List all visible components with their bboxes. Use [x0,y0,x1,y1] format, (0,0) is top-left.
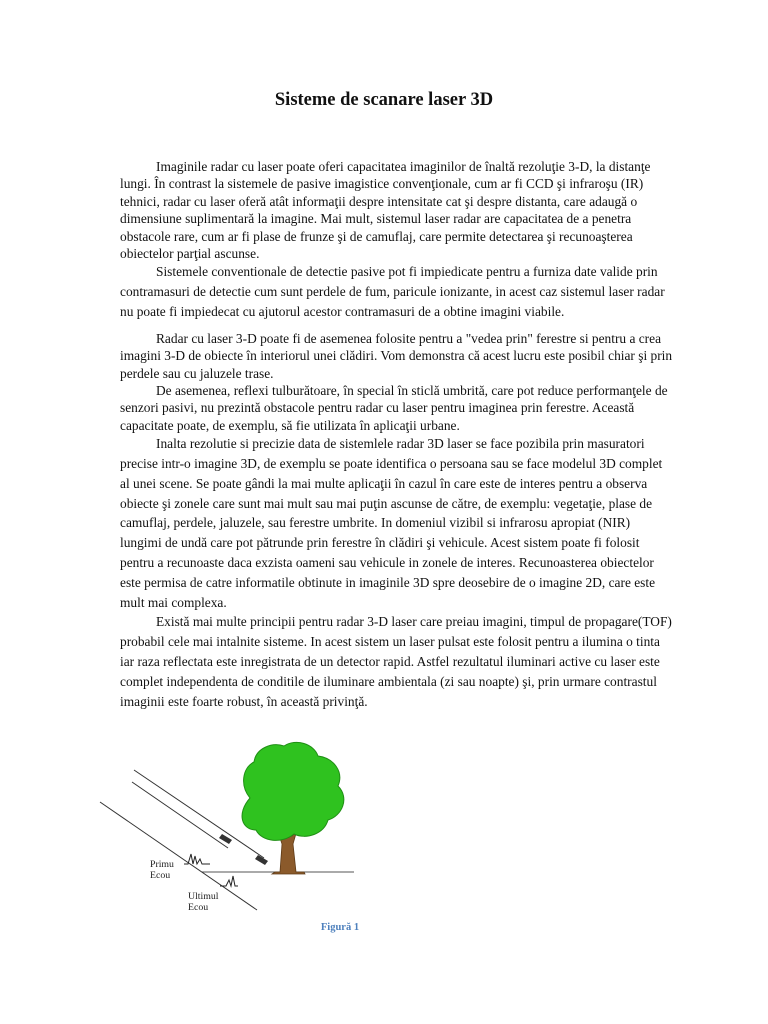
paragraph-4: De asemenea, reflexi tulburătoare, în special în sticlă umbrită, care pot reduce performanţele de senzori pasivi, nu prezintă obstacole pentru radar cu laser pentru imaginea prin ferestre. Această capacitate poate, de exemplu, să fie utilizata în aplicaţii urbane. [120,383,668,433]
paragraph-6: Există mai multe principii pentru radar 3-D laser care preiau imagini, timpul de propagare(TOF) probabil cele mai intalnite sisteme. In acest sistem un laser pulsat este folosit pentru a ilumina o tinta iar raza reflectata este inregistrata de un detector rapid. Astfel rezultatul iluminari active cu laser este complet independenta de conditile de iluminare ambientala (zi sau noapte) şi, prin urmare contrastul imaginii este foarte robust, în această privinţă. [120,614,672,709]
first-echo-label: Primu Ecou [150,859,174,881]
last-echo-label: Ultimul Ecou [188,891,219,913]
laser-beam-line [132,782,228,848]
paragraph-1: Imaginile radar cu laser poate oferi capacitatea imaginilor de înaltă rezoluţie 3-D, la distanţe lungi. În contrast la sistemele de pasive imagistice convenţionale, cum ar fi CCD şi infraroşu (IR) tehnici, radar cu laser oferă atât informaţii despre intensitate cat şi despre distanta, care adaugă o dimensiune suplimentară la imagine. Mai mult, sistemul laser radar are capacitatea de a penetra obstacole rare, cum ar fi plase de frunze şi de camuflaj, care permite detectarea şi recunoaşterea obiectelor parţial ascunse. [120,159,651,262]
tree-foliage [242,742,344,840]
paragraph-3: Radar cu laser 3-D poate fi de asemenea folosite pentru a "vedea prin" ferestre si pentru a crea imagini 3-D de obiecte în interiorul unei clădiri. Vom demonstra că acest lucru este posibil chiar şi prin perdele sau cu jaluzele trase. [120,330,673,381]
paragraph-2: Sistemele conventionale de detectie pasive pot fi impiedicate pentru a furniza date valide prin contramasuri de detectie cum sunt perdele de fum, paricule ionizante, in acest caz sistemul laser radar nu poate fi impiedecat cu ajutorul acestor contramasuri de a obtine imagini viabile. [120,264,665,320]
last-echo-waveform [220,876,238,886]
document-body [120,158,675,711]
page-title: Sisteme de scanare laser 3D [274,90,494,110]
paragraph-5: Inalta rezolutie si precizie data de sistemlele radar 3D laser se face pozibila prin masuratori precise intr-o imagine 3D, de exemplu se poate identifica o persoana sau se face modelul 3D complet al unei scene. Se poate gândi la mai multe aplicaţii în cazul în care este de interes pentru a observa obiecte şi zonele care sunt mai mult sau mai puţin ascunse de către, de exemplu: vegetaţie, plase de camuflaj, perdele, jaluzele, sau ferestre umbrite. In domeniul vizibil si infrarosu apropiat (NIR) lungimi de undă care pot pătrunde prin ferestre în clădiri şi vehicule. Acest sistem poate fi folosit pentru a recunoaste daca exzista oameni sau vehicule in zonele de interes. Recunoasterea obiectelor este permisa de catre informatile obtinute in imaginile 3D spre deosebire de o imagine 2D, care este mult mai complexa. [120,436,663,610]
figure-1 [92,740,372,940]
figure-caption: Figură 1 [320,922,360,933]
